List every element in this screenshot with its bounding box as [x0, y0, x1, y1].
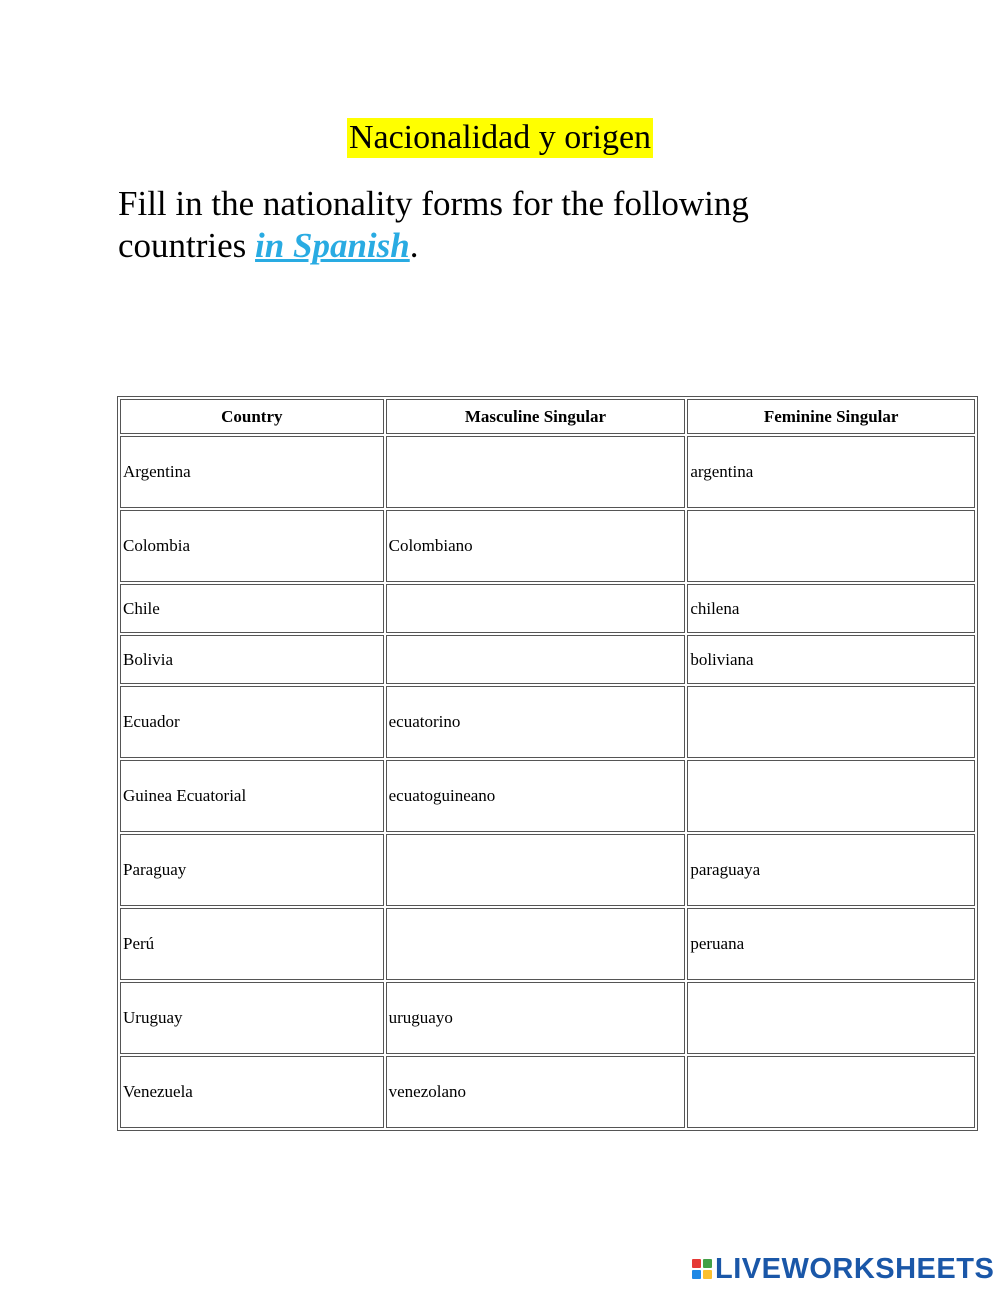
- country-cell: Guinea Ecuatorial: [120, 760, 384, 832]
- country-cell: Ecuador: [120, 686, 384, 758]
- logo-square-yellow: [703, 1270, 712, 1279]
- feminine-answer-cell[interactable]: [687, 686, 975, 758]
- feminine-cell: argentina: [687, 436, 975, 508]
- feminine-answer-cell[interactable]: [687, 1056, 975, 1128]
- country-cell: Bolivia: [120, 635, 384, 684]
- masculine-answer-cell[interactable]: [386, 635, 686, 684]
- feminine-answer-cell[interactable]: [687, 510, 975, 582]
- header-masculine-singular: Masculine Singular: [386, 399, 686, 434]
- country-cell: Paraguay: [120, 834, 384, 906]
- instructions: [118, 183, 818, 267]
- table-row: [120, 510, 975, 582]
- masculine-answer-cell[interactable]: [386, 908, 686, 980]
- country-cell: Venezuela: [120, 1056, 384, 1128]
- logo-mark-icon: [692, 1259, 712, 1279]
- feminine-answer-cell[interactable]: [687, 982, 975, 1054]
- liveworksheets-logo: [692, 1252, 994, 1286]
- page-title: Nacionalidad y origen: [348, 119, 652, 156]
- table-row: [120, 686, 975, 758]
- logo-text: LIVEWORKSHEETS: [715, 1252, 995, 1285]
- masculine-answer-cell[interactable]: [386, 834, 686, 906]
- header-feminine-singular: Feminine Singular: [687, 399, 975, 434]
- table-row: [120, 436, 975, 508]
- feminine-cell: boliviana: [687, 635, 975, 684]
- country-cell: Chile: [120, 584, 384, 633]
- masculine-cell: ecuatoguineano: [386, 760, 686, 832]
- header-country: Country: [120, 399, 384, 434]
- country-cell: Colombia: [120, 510, 384, 582]
- feminine-cell: chilena: [687, 584, 975, 633]
- logo-square-blue: [692, 1270, 701, 1279]
- instructions-text: Fill in the nationality forms for the following countries: [118, 184, 749, 265]
- logo-square-green: [703, 1259, 712, 1268]
- masculine-cell: ecuatorino: [386, 686, 686, 758]
- masculine-cell: Colombiano: [386, 510, 686, 582]
- table-row: [120, 834, 975, 906]
- feminine-cell: paraguaya: [687, 834, 975, 906]
- table-row: [120, 584, 975, 633]
- table-row: [120, 982, 975, 1054]
- table-row: [120, 1056, 975, 1128]
- title-container: [0, 118, 1000, 158]
- table-row: [120, 908, 975, 980]
- table-row: [120, 760, 975, 832]
- country-cell: Argentina: [120, 436, 384, 508]
- masculine-answer-cell[interactable]: [386, 436, 686, 508]
- masculine-cell: venezolano: [386, 1056, 686, 1128]
- feminine-cell: peruana: [687, 908, 975, 980]
- table-row: [120, 635, 975, 684]
- logo-square-red: [692, 1259, 701, 1268]
- country-cell: Perú: [120, 908, 384, 980]
- table-header-row: [120, 399, 975, 434]
- masculine-answer-cell[interactable]: [386, 584, 686, 633]
- country-cell: Uruguay: [120, 982, 384, 1054]
- in-spanish-emphasis: in Spanish: [255, 226, 410, 265]
- masculine-cell: uruguayo: [386, 982, 686, 1054]
- instructions-period: .: [409, 226, 419, 265]
- nationality-table: [117, 396, 978, 1131]
- feminine-answer-cell[interactable]: [687, 760, 975, 832]
